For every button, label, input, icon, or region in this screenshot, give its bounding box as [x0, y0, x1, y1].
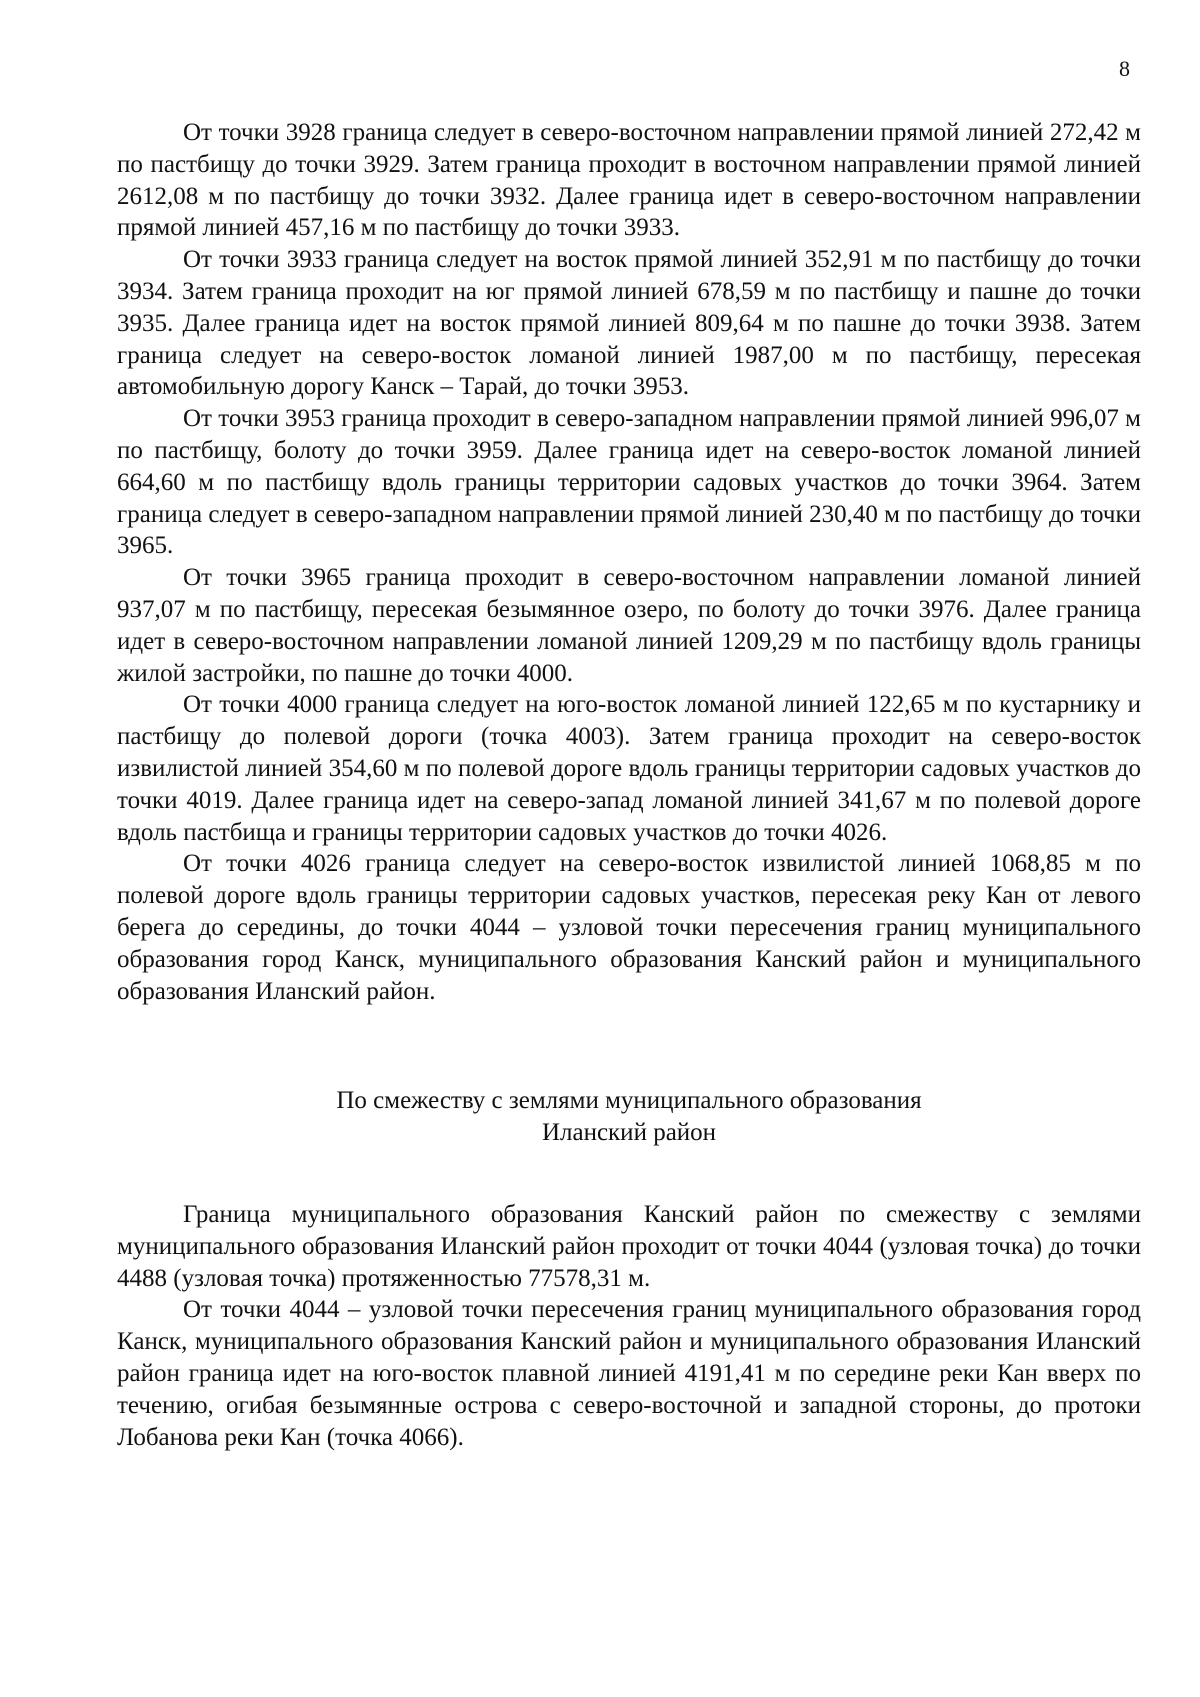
- paragraph: От точки 3928 граница следует в северо-восточном направлении прямой линией 272,42 м по пастбищу до точки 3929. Затем граница проходит в восточном направлении прямой линией 2612,08 м по пастбищу до точки 3932. Далее граница идет в северо-восточном направлении прямой линией 457,16 м по пастбищу до точки 3933.: [117, 119, 1141, 242]
- page-number: 8: [1119, 56, 1130, 81]
- boundary-description-section: [117, 117, 1141, 1007]
- paragraph: От точки 3965 граница проходит в северо-восточном направлении ломаной линией 937,07 м по пастбищу, пересекая безымянное озеро, по болоту до точки 3976. Далее граница идет в северо-восточном направлении ломаной линией 1209,29 м по пастбищу вдоль границы жилой застройки, по пашне до точки 4000.: [117, 564, 1141, 687]
- ilansky-boundary-section: [117, 1199, 1141, 1453]
- paragraph: От точки 4044 – узловой точки пересечения границ муниципального образования город Канск, муниципального образования Канский район и муниципального образования Иланский район граница идет на юго-восток плавной линией 4191,41 м по середине реки Кан вверх по течению, огибая безымянные острова с северо-восточной и западной стороны, до протоки Лобанова реки Кан (точка 4066).: [117, 1296, 1141, 1451]
- paragraph: От точки 4026 граница следует на северо-восток извилистой линией 1068,85 м по полевой дороге вдоль границы территории садовых участков, пересекая реку Кан от левого берега до середины, до точки 4044 – узловой точки пересечения границ муниципального образования город Канск, муниципального образования Канский район и муниципального образования Иланский район.: [117, 850, 1141, 1005]
- paragraph: Граница муниципального образования Канский район по смежеству с землями муниципального образования Иланский район проходит от точки 4044 (узловая точка) до точки 4488 (узловая точка) протяженностью 77578,31 м.: [117, 1201, 1141, 1292]
- paragraph: От точки 4000 граница следует на юго-восток ломаной линией 122,65 м по кустарнику и пастбищу до полевой дороги (точка 4003). Затем граница проходит на северо-восток извилистой линией 354,60 м по полевой дороге вдоль границы территории садовых участков до точки 4019. Далее граница идет на северо-запад ломаной линией 341,67 м по полевой дороге вдоль пастбища и границы территории садовых участков до точки 4026.: [117, 691, 1141, 846]
- section-heading-line-2: Иланский район: [541, 1118, 717, 1146]
- paragraph: От точки 3933 граница следует на восток прямой линией 352,91 м по пастбищу до точки 3934. Затем граница проходит на юг прямой линией 678,59 м по пастбищу и пашне до точки 3935. Далее граница идет на восток прямой линией 809,64 м по пашне до точки 3938. Затем граница следует на северо-восток ломаной линией 1987,00 м по пастбищу, пересекая автомобильную дорогу Канск – Тарай, до точки 3953.: [117, 246, 1141, 401]
- section-heading-line-1: По смежеству с землями муниципального образования: [336, 1087, 922, 1114]
- paragraph: От точки 3953 граница проходит в северо-западном направлении прямой линией 996,07 м по пастбищу, болоту до точки 3959. Далее граница идет на северо-восток ломаной линией 664,60 м по пастбищу вдоль границы территории садовых участков до точки 3964. Затем граница следует в северо-западном направлении прямой линией 230,40 м по пастбищу до точки 3965.: [117, 405, 1141, 560]
- section-heading: [117, 1085, 1141, 1149]
